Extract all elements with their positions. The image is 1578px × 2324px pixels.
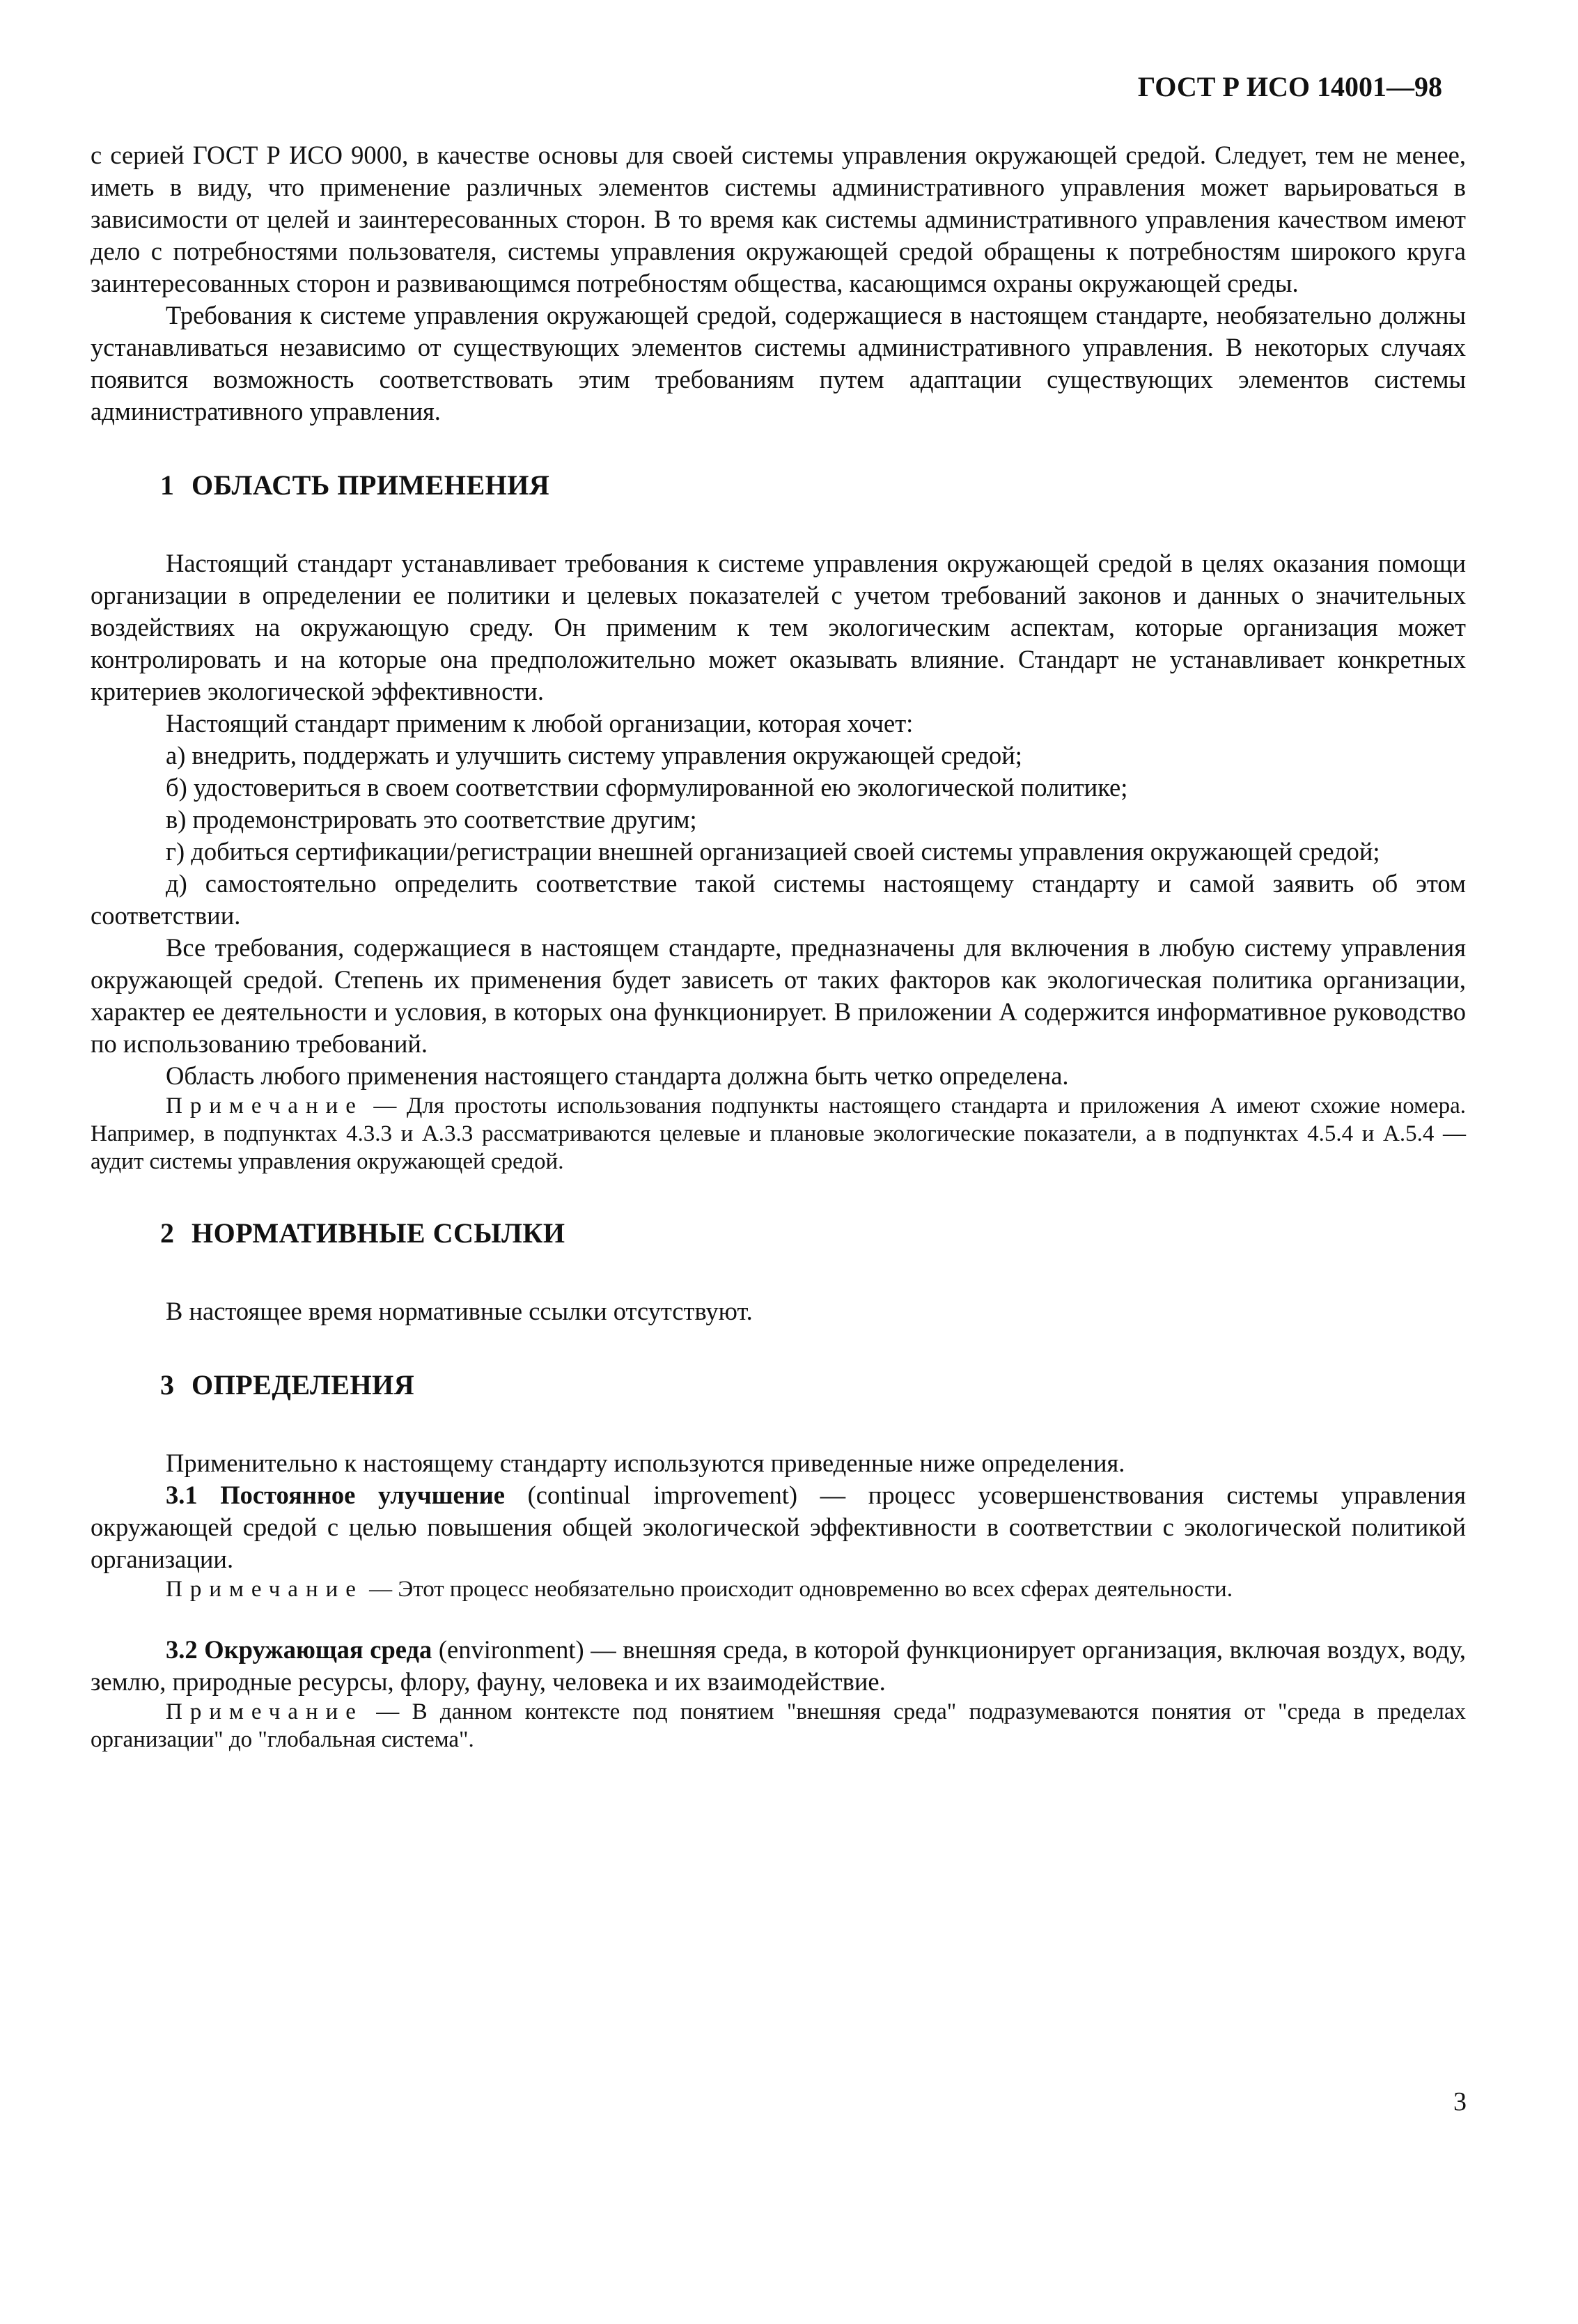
- list-item: а) внедрить, поддержать и улучшить систему управления окружающей средой;: [166, 741, 1022, 770]
- note: [91, 1092, 1466, 1176]
- body-paragraph: Настоящий стандарт применим к любой организации, которая хочет:: [166, 709, 914, 738]
- definition: [91, 1634, 1466, 1698]
- definition-term: Постоянное улучшение: [220, 1481, 505, 1509]
- note-label: Примечание: [166, 1577, 364, 1602]
- body-paragraph: Применительно к настоящему стандарту используются приведенные ниже определения.: [166, 1449, 1125, 1477]
- section-number: 2: [160, 1217, 175, 1249]
- section-title: НОРМАТИВНЫЕ ССЫЛКИ: [192, 1217, 565, 1249]
- section-heading: [91, 1368, 1466, 1403]
- section-number: 3: [160, 1369, 175, 1401]
- note-label: Примечание: [166, 1093, 364, 1118]
- document-header: ГОСТ Р ИСО 14001—98: [1137, 71, 1442, 102]
- note-text: — Для простоты использования подпункты настоящего стандарта и приложения А имеют схожие номера. Например, в подпунктах 4.3.3 и А.3.3 рассматриваются целевые и плановые экологические показатели, а в подпунктах 4.5.4 и А.5.4 — аудит системы управления окружающей средой.: [91, 1093, 1466, 1174]
- section-title: ОБЛАСТЬ ПРИМЕНЕНИЯ: [192, 469, 550, 501]
- note: [91, 1698, 1466, 1754]
- definition-text: (environment) — внешняя среда, в которой функционирует организация, включая воздух, воду, землю, природные ресурсы, флору, фауну, человека и их взаимодействие.: [91, 1635, 1466, 1696]
- body-paragraph: В настоящее время нормативные ссылки отсутствуют.: [166, 1297, 753, 1325]
- body-paragraph: Все требования, содержащиеся в настоящем стандарте, предназначены для включения в любую систему управления окружающей средой. Степень их применения будет зависеть от таких факторов как экологическая политика организации, характер ее деятельности и условия, в которых она функционирует. В приложении А содержится информативное руководство по использованию требований.: [91, 933, 1466, 1058]
- section-heading: [91, 1216, 1466, 1251]
- page-content: [91, 139, 1466, 1754]
- intro-paragraph: с серией ГОСТ Р ИСО 9000, в качестве основы для своей системы управления окружающей средой. Следует, тем не менее, иметь в виду, что применение различных элементов системы административного управления может варьироваться в зависимости от целей и заинтересованных сторон. В то время как системы административного управления качеством имеют дело с потребностями пользователя, системы управления окружающей средой обращены к потребностям широкого круга заинтересованных сторон и развивающимся потребностям общества, касающимся охраны окружающей среды.: [91, 141, 1466, 297]
- definition-term: Окружающая среда: [204, 1635, 432, 1664]
- list-item: г) добиться сертификации/регистрации внешней организацией своей системы управления окружающей средой;: [166, 837, 1380, 866]
- list-item: д) самостоятельно определить соответствие такой системы настоящему стандарту и самой заявить об этом соответствии.: [91, 869, 1466, 930]
- note-label: Примечание: [166, 1699, 364, 1724]
- body-paragraph: Настоящий стандарт устанавливает требования к системе управления окружающей средой в целях оказания помощи организации в определении ее политики и целевых показателей с учетом требований законов и данных о значительных воздействиях на окружающую среду. Он применим к тем экологическим аспектам, которые организация может контролировать и на которые она предположительно может оказывать влияние. Стандарт не устанавливает конкретных критериев экологической эффективности.: [91, 549, 1466, 705]
- definition-number: 3.1: [166, 1481, 221, 1509]
- page-number: 3: [1453, 2087, 1467, 2116]
- definition: [91, 1479, 1466, 1575]
- section-heading: [91, 468, 1466, 503]
- list-item: в) продемонстрировать это соответствие другим;: [166, 805, 697, 834]
- definition-text: (continual improvement) — процесс усовершенствования системы управления окружающей средой с целью повышения общей экологической эффективности в соответствии с экологической политикой организации.: [91, 1481, 1466, 1573]
- note-text: — В данном контексте под понятием "внешняя среда" подразумеваются понятия от "среда в пределах организации" до "глобальная система".: [91, 1699, 1466, 1752]
- section-number: 1: [160, 469, 175, 501]
- definition-number: 3.2: [166, 1635, 205, 1664]
- note: [91, 1575, 1466, 1603]
- list-item: б) удостовериться в своем соответствии сформулированной ею экологической политике;: [166, 773, 1128, 802]
- section-title: ОПРЕДЕЛЕНИЯ: [192, 1369, 415, 1401]
- body-paragraph: Область любого применения настоящего стандарта должна быть четко определена.: [166, 1061, 1069, 1090]
- intro-paragraph: Требования к системе управления окружающей средой, содержащиеся в настоящем стандарте, необязательно должны устанавливаться независимо от существующих элементов системы административного управления. В некоторых случаях появится возможность соответствовать этим требованиям путем адаптации существующих элементов системы административного управления.: [91, 301, 1466, 426]
- note-text: — Этот процесс необязательно происходит одновременно во всех сферах деятельности.: [363, 1577, 1233, 1602]
